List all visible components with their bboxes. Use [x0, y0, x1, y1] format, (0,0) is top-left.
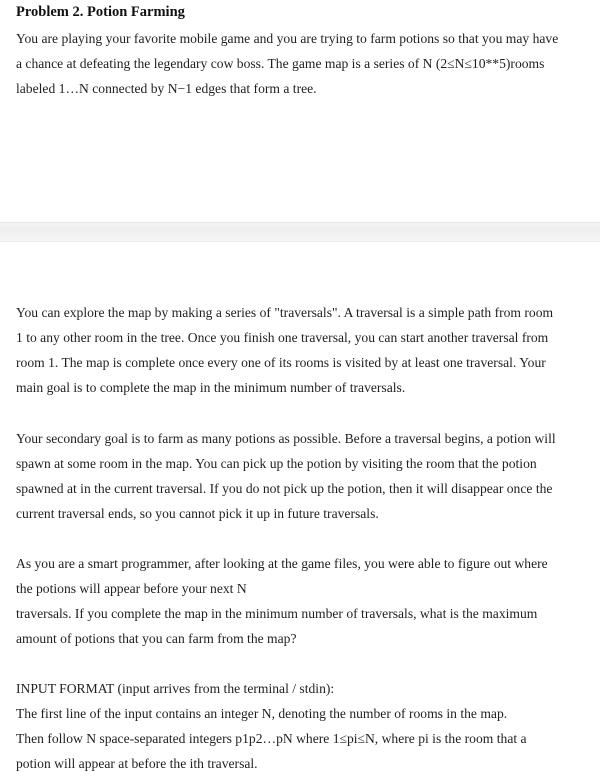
smart-line: As you are a smart programmer, after looking at the game files, you were able to figure out where	[16, 556, 548, 571]
secondary-line: spawned at in the current traversal. If you do not pick up the potion, then it will disappear once the	[16, 481, 553, 496]
input-format-section	[16, 676, 592, 776]
input-line: The first line of the input contains an integer N, denoting the number of rooms in the map.	[16, 706, 508, 721]
smart-programmer-paragraph	[16, 551, 592, 651]
traversal-paragraph	[16, 300, 592, 400]
secondary-line: Your secondary goal is to farm as many potions as possible. Before a traversal begins, a potion will	[16, 431, 556, 446]
secondary-goal-paragraph	[16, 426, 592, 526]
intro-paragraph	[16, 26, 592, 101]
problem-header-section	[16, 2, 592, 101]
input-format-heading: INPUT FORMAT (input arrives from the terminal / stdin):	[16, 681, 335, 696]
traversal-line: You can explore the map by making a series of "traversals". A traversal is a simple path from room	[16, 305, 554, 320]
intro-line: a chance at defeating the legendary cow boss. The game map is a series of N (2≤N≤10**5)rooms	[16, 56, 545, 71]
traversal-line: room 1. The map is complete once every one of its rooms is visited by at least one traversal. Your	[16, 355, 546, 370]
secondary-line: spawn at some room in the map. You can pick up the potion by visiting the room that the potion	[16, 456, 537, 471]
page-break-divider	[0, 222, 600, 242]
traversal-line: main goal is to complete the map in the minimum number of traversals.	[16, 380, 406, 395]
smart-line: the potions will appear before your next N	[16, 581, 247, 596]
secondary-line: current traversal ends, so you cannot pick it up in future traversals.	[16, 506, 379, 521]
input-line: Then follow N space-separated integers p1p2…pN where 1≤pi≤N, where pi is the room that a	[16, 731, 527, 746]
intro-line: labeled 1…N connected by N−1 edges that form a tree.	[16, 81, 317, 96]
traversal-line: 1 to any other room in the tree. Once you finish one traversal, you can start another traversal from	[16, 330, 549, 345]
smart-line: traversals. If you complete the map in the minimum number of traversals, what is the maximum	[16, 606, 538, 621]
input-line: potion will appear at before the ith traversal.	[16, 756, 258, 771]
problem-title: Problem 2. Potion Farming	[16, 4, 185, 20]
smart-line: amount of potions that you can farm from the map?	[16, 631, 297, 646]
intro-line: You are playing your favorite mobile game and you are trying to farm potions so that you may have	[16, 31, 559, 46]
